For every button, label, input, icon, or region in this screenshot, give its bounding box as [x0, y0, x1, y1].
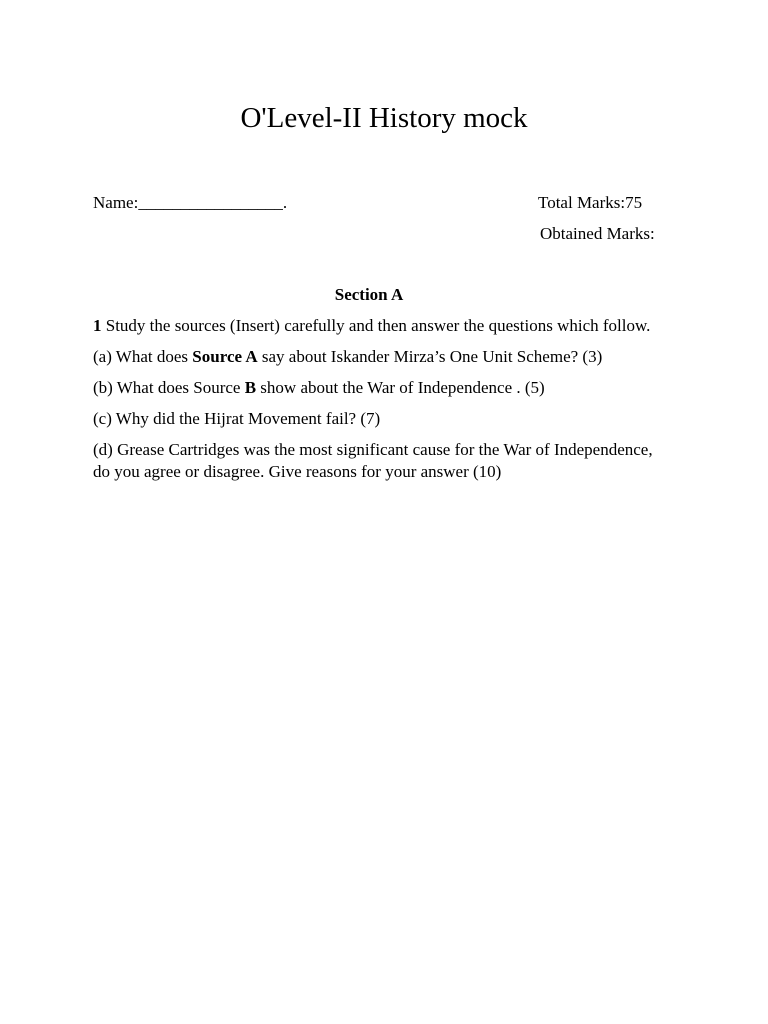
question-1-intro: [93, 315, 673, 337]
question-1-text: Study the sources (Insert) carefully and then answer the questions which follow.: [101, 316, 651, 335]
section-heading: Section A: [334, 285, 404, 304]
part-a-prefix: (a) What does: [93, 347, 193, 366]
obtained-marks-label: Obtained Marks:: [540, 224, 655, 243]
question-part-d: (d) Grease Cartridges was the most significant cause for the War of Independence, do you agree or disagree. Give reasons for your answer (10): [93, 440, 653, 481]
question-part-b: [93, 377, 673, 399]
question-number: 1: [93, 316, 102, 335]
part-a-source-label: Source A: [192, 347, 258, 366]
question-part-c: (c) Why did the Hijrat Movement fail? (7): [93, 409, 381, 428]
part-b-source-label: B: [244, 378, 257, 397]
part-a-suffix: say about Iskander Mirza’s One Unit Scheme? (3): [257, 347, 603, 366]
total-marks-label: Total Marks:75: [538, 193, 643, 212]
part-b-prefix: (b) What does Source: [93, 378, 245, 397]
name-field-label: Name:_________________.: [93, 193, 288, 212]
questions-list: [93, 315, 673, 492]
page-title: O'Level-II History mock: [240, 102, 528, 134]
part-b-suffix: show about the War of Independence . (5): [256, 378, 545, 397]
question-part-a: [93, 346, 673, 368]
